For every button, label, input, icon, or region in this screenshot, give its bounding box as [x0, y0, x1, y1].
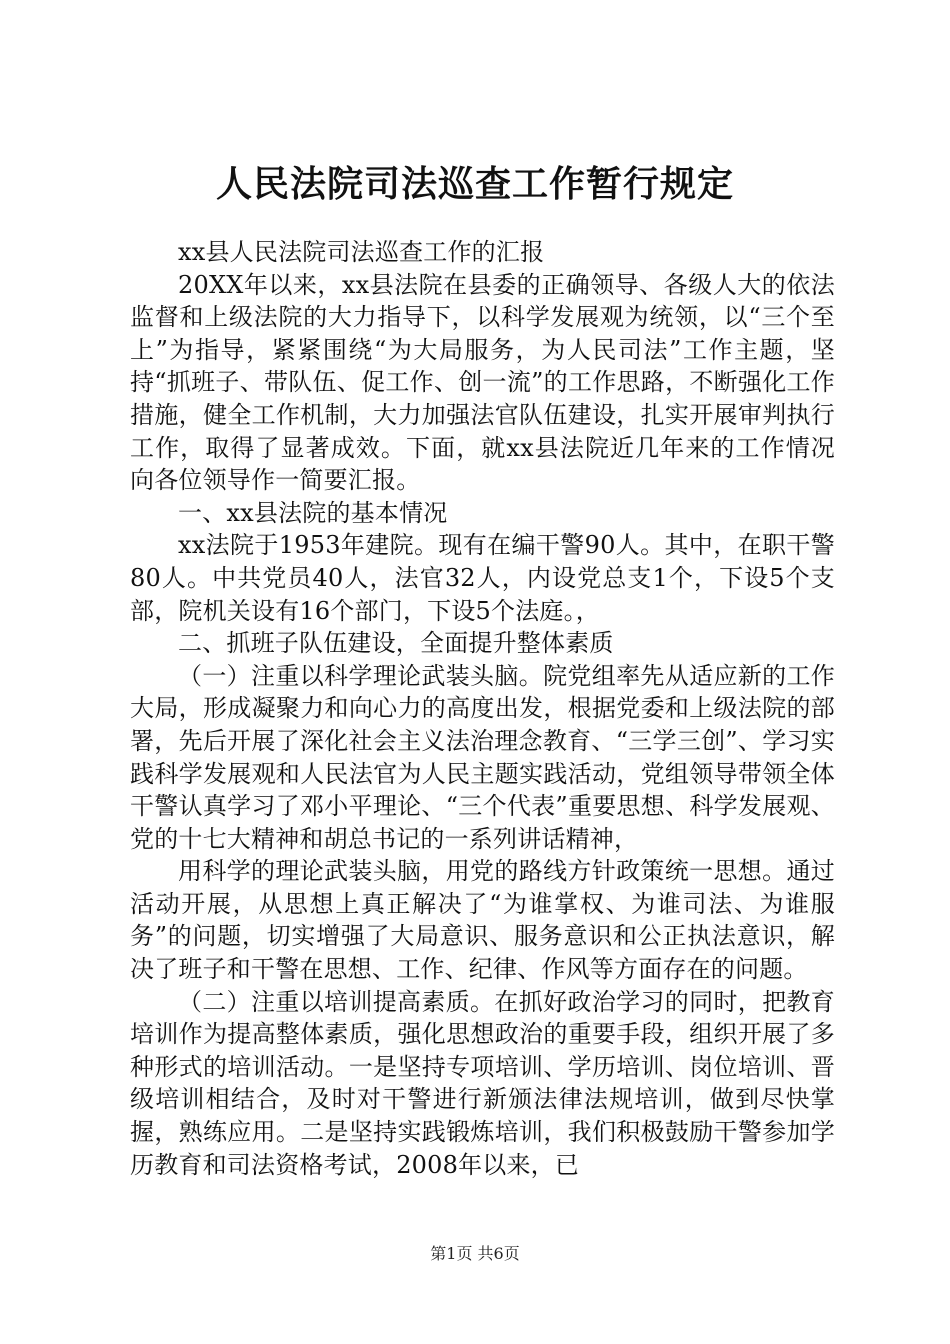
- paragraph-training: （二）注重以培训提高素质。在抓好政治学习的同时，把教育培训作为提高整体素质，强化思想政治的重要手段，组织开展了多种形式的培训活动。一是坚持专项培训、学历培训、岗位培训、晋级培训相结合，及时对干警进行新颁法律法规培训，做到尽快掌握，熟练应用。二是坚持实践锻炼培训，我们积极鼓励干警参加学历教育和司法资格考试，2008年以来，已: [130, 987, 835, 1179]
- paragraph-theory-continued: 用科学的理论武装头脑，用党的路线方针政策统一思想。通过活动开展，从思想上真正解决了“为谁掌权、为谁司法、为谁服务”的问题，切实增强了大局意识、服务意识和公正执法意识，解决了班子和干警在思想、工作、纪律、作风等方面存在的问题。: [130, 857, 835, 984]
- paragraph-subtitle: xx县人民法院司法巡查工作的汇报: [178, 238, 545, 266]
- section-heading-1: 一、xx县法院的基本情况: [178, 498, 448, 527]
- paragraph-intro: 20XX年以来，xx县法院在县委的正确领导、各级人大的依法监督和上级法院的大力指导下，以科学发展观为统领，以“三个至上”为指导，紧紧围绕“为大局服务，为人民司法”工作主题，坚持“抓班子、带队伍、促工作、创一流”的工作思路，不断强化工作措施，健全工作机制，大力加强法官队伍建设，扎实开展审判执行工作，取得了显著成效。下面，就xx县法院近几年来的工作情况向各位领导作一简要汇报。: [130, 270, 835, 495]
- page-footer: 第1页 共6页: [430, 1244, 520, 1263]
- paragraph-theory: （一）注重以科学理论武装头脑。院党组率先从适应新的工作大局，形成凝聚力和向心力的高度出发，根据党委和上级法院的部署，先后开展了深化社会主义法治理念教育、“三学三创”、学习实践科学发展观和人民法官为人民主题实践活动，党组领导带领全体干警认真学习了邓小平理论、“三个代表”重要思想、科学发展观、党的十七大精神和胡总书记的一系列讲话精神，: [130, 661, 835, 853]
- paragraph-basic-info: xx法院于1953年建院。现有在编干警90人。其中，在职干警80人。中共党员40人，法官32人，内设党总支1个，下设5个支部，院机关设有16个部门，下设5个法庭。，: [130, 531, 835, 625]
- document-body: [130, 236, 835, 1181]
- section-heading-2: 二、抓班子队伍建设，全面提升整体素质: [178, 629, 614, 658]
- document-title: 人民法院司法巡查工作暂行规定: [215, 163, 734, 205]
